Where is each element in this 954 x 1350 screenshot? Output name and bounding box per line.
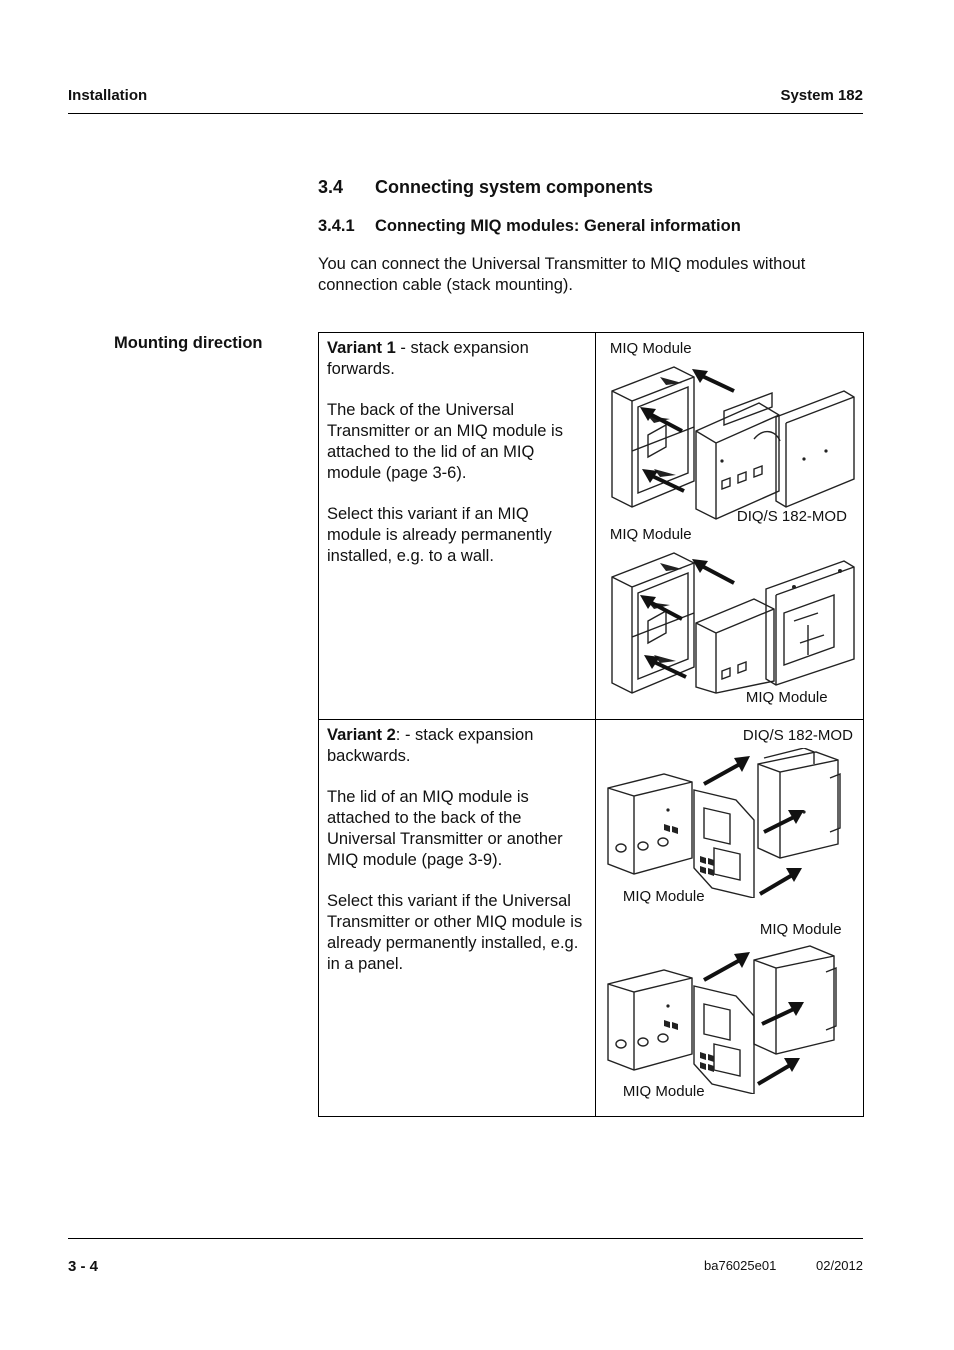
stack-forward-illustration <box>604 547 862 697</box>
figure-label: MIQ Module <box>745 689 828 706</box>
variant-1-title: - stack expansion forwards. <box>327 339 529 378</box>
variant-1-para-1: The back of the Universal Transmitter or an MIQ module is attached to the lid of an MIQ module (page 3-6). <box>327 401 563 482</box>
header-section-title: Installation <box>68 87 148 104</box>
variant-2-para-1: The lid of an MIQ module is attached to the back of the Universal Transmitter or another MIQ module (page 3-9). <box>327 788 563 869</box>
table-row <box>319 333 864 720</box>
variant-1-figure <box>595 333 863 720</box>
page-number: 3 - 4 <box>68 1258 99 1275</box>
subsection-number: 3.4.1 <box>318 217 355 235</box>
variant-1-description <box>319 333 596 720</box>
figure-label: MIQ Module <box>609 526 692 543</box>
section-heading <box>318 177 653 198</box>
header-rule <box>68 113 863 114</box>
document-date: 02/2012 <box>816 1258 863 1273</box>
mounting-direction-table <box>318 332 864 1117</box>
variant-2-description <box>319 720 596 1117</box>
subsection-title: Connecting MIQ modules: General information <box>375 217 741 235</box>
figure-label: MIQ Module <box>759 921 842 938</box>
figure-label: MIQ Module <box>622 1083 705 1100</box>
figure-label: DIQ/S 182-MOD <box>742 727 853 744</box>
variant-2-name: Variant 2 <box>327 726 396 744</box>
intro-paragraph: You can connect the Universal Transmitter to MIQ modules without connection cable (stack mounting). <box>318 255 806 294</box>
header-product-name: System 182 <box>780 87 863 104</box>
variant-2-title: : - stack expansion backwards. <box>327 726 534 765</box>
stack-backward-illustration <box>604 944 862 1094</box>
stack-backward-illustration <box>604 748 862 898</box>
figure-label: MIQ Module <box>609 340 692 357</box>
figure-label: DIQ/S 182-MOD <box>736 508 847 525</box>
variant-1-name: Variant 1 <box>327 339 396 357</box>
document-id: ba76025e01 <box>704 1258 777 1273</box>
footer-rule <box>68 1238 863 1239</box>
stack-forward-illustration <box>604 361 862 521</box>
variant-2-figure <box>595 720 863 1117</box>
figure-label: MIQ Module <box>622 888 705 905</box>
subsection-heading <box>318 217 741 236</box>
section-number: 3.4 <box>318 177 344 197</box>
side-heading: Mounting direction <box>114 334 263 352</box>
table-row <box>319 720 864 1117</box>
variant-1-para-2: Select this variant if an MIQ module is already permanently installed, e.g. to a wall. <box>327 505 552 565</box>
section-title: Connecting system components <box>375 177 654 197</box>
variant-2-para-2: Select this variant if the Universal Transmitter or other MIQ module is already permanently installed, e.g. in a panel. <box>327 892 583 973</box>
